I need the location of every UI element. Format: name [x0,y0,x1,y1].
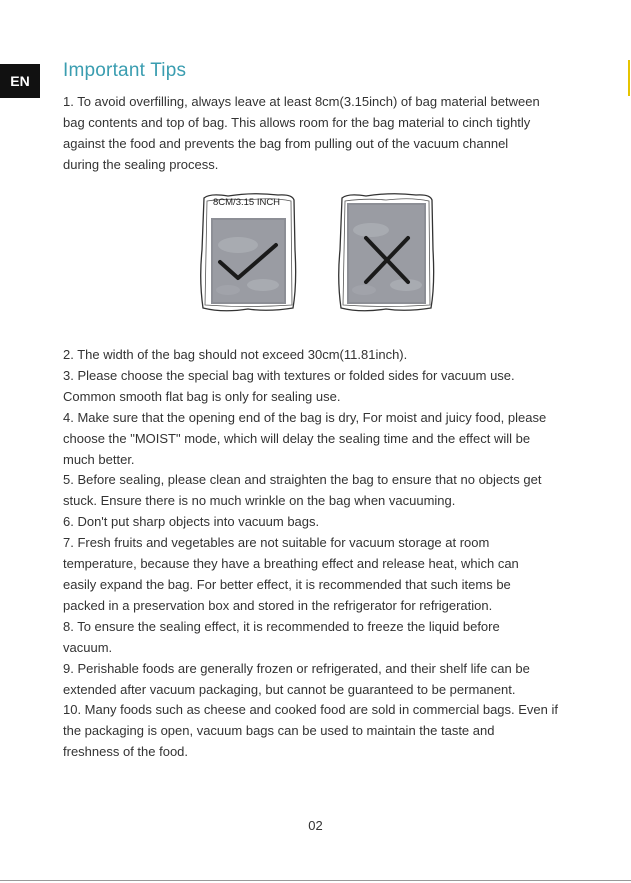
page-number: 02 [308,818,323,833]
text-line: 3. Please choose the special bag with textures or folded sides for vacuum use. [63,367,515,383]
text-line: 8. To ensure the sealing effect, it is recommended to freeze the liquid before [63,618,500,634]
correct-bag-illustration [198,190,298,315]
text-line: vacuum. [63,639,113,655]
text-line: 6. Don't put sharp objects into vacuum bags. [63,514,320,530]
intro-paragraph [63,92,603,176]
text-line: freshness of the food. [63,744,189,760]
tips-list [63,345,603,763]
text-line: Common smooth flat bag is only for sealing use. [63,388,341,404]
text-line: 7. Fresh fruits and vegetables are not suitable for vacuum storage at room [63,535,490,551]
text-line: the packaging is open, vacuum bags can be used to maintain the taste and [63,723,495,739]
text-line: easily expand the bag. For better effect, it is recommended that such items be [63,576,511,592]
edge-marker [628,60,630,96]
text-line: bag contents and top of bag. This allows room for the bag material to cinch tightly [63,114,531,130]
incorrect-bag-illustration [336,190,436,315]
text-line: against the food and prevents the bag from pulling out of the vacuum channel [63,135,509,151]
text-line: much better. [63,451,135,467]
measurement-label: 8CM/3.15 INCH [213,197,281,208]
text-line: extended after vacuum packaging, but cannot be guaranteed to be permanent. [63,681,516,697]
text-line: during the sealing process. [63,156,219,172]
text-line: 9. Perishable foods are generally frozen or refrigerated, and their shelf life can be [63,660,530,676]
text-line: packed in a preservation box and stored in the refrigerator for refrigeration. [63,597,493,613]
bottom-divider [0,880,631,881]
text-line: 2. The width of the bag should not exceed 30cm(11.81inch). [63,347,408,362]
text-line: choose the "MOIST" mode, which will delay the sealing time and the effect will be [63,430,531,446]
text-line: 5. Before sealing, please clean and straighten the bag to ensure that no objects get [63,472,542,488]
text-line: 4. Make sure that the opening end of the bag is dry, For moist and juicy food, please [63,409,547,425]
page-title: Important Tips [63,60,187,81]
text-line: 10. Many foods such as cheese and cooked food are sold in commercial bags. Even if [63,702,559,718]
language-tab: EN [0,64,40,98]
text-line: 1. To avoid overfilling, always leave at least 8cm(3.15inch) of bag material between [63,94,540,109]
text-line: stuck. Ensure there is no much wrinkle on the bag when vacuuming. [63,493,456,509]
text-line: temperature, because they have a breathing effect and release heat, which can [63,556,519,572]
